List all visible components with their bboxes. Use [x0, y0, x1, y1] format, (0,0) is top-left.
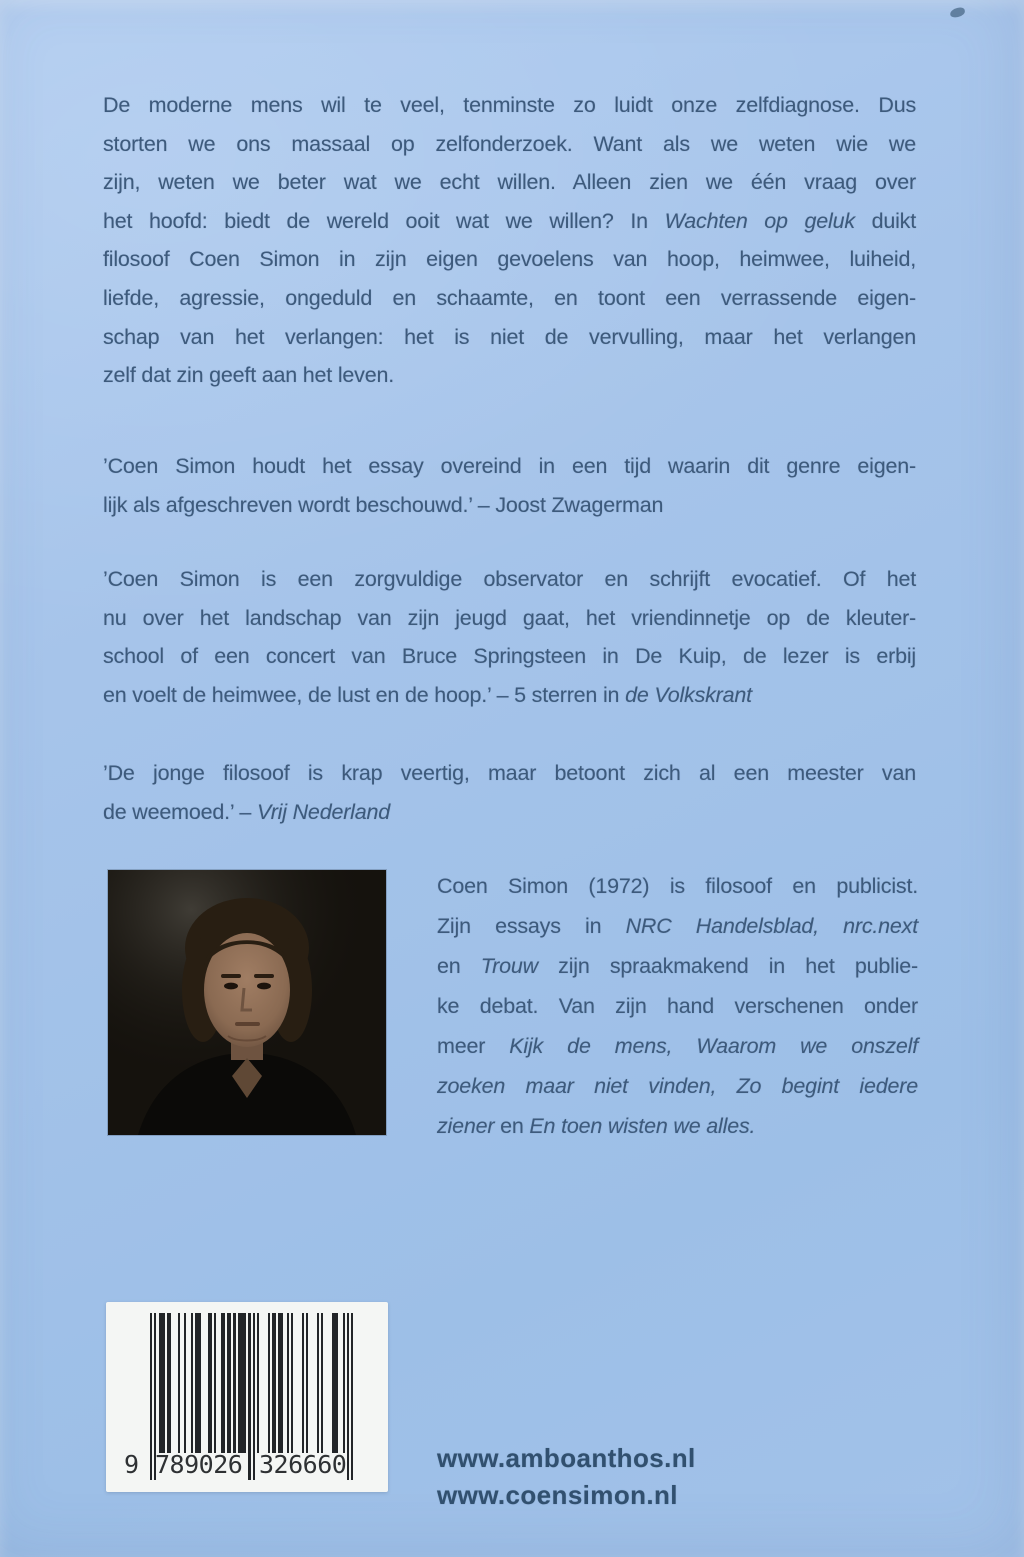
quote-volkskrant: ’Coen Simon is een zorgvuldige observator en schrijft evocatief. Of het nu over het landschap van zijn jeugd gaat, het vriendinnetje op de kleuter- school of een concert van Bruce Springsteen in De Kuip, de lezer is erbij en voelt de heimwee, de lust en de hoop.’ – 5 sterren in de Volkskrant — [103, 567, 916, 707]
blurb-paragraph: De moderne mens wil te veel, tenminste zo luidt onze zelfdiagnose. Dus storten we ons massaal op zelfonderzoek. Want als we weten wie we zijn, weten we beter wat we echt willen. Alleen zien we één vraag over het hoofd: biedt de wereld ooit wat we willen? In Wachten op geluk duikt filosoof Coen Simon in zijn eigen gevoelens van hoop, heimwee, luiheid, liefde, agressie, ongeduld en schaamte, en toont een verrassende eigen- schap van het verlangen: het is niet de vervulling, maar het verlangen zelf dat zin geeft aan het leven. — [103, 93, 916, 388]
quote-zwagerman: ’Coen Simon houdt het essay overeind in een tijd waarin dit genre eigen- lijk als afgeschreven wordt beschouwd.’ – Joost Zwagerman — [103, 454, 916, 517]
barcode-digit-group-1: 9 — [124, 1450, 139, 1479]
portrait-illustration — [108, 870, 386, 1135]
author-url: www.coensimon.nl — [437, 1480, 678, 1510]
publisher-url: www.amboanthos.nl — [437, 1443, 696, 1473]
website-links — [437, 1440, 696, 1514]
quote-vrij-nederland: ’De jonge filosoof is krap veertig, maar betoont zich al een meester van de weemoed.’ – Vrij Nederland — [103, 761, 916, 824]
barcode-digit-group-2: 789026 — [155, 1450, 243, 1479]
author-photo — [108, 870, 386, 1135]
author-bio: Coen Simon (1972) is filosoof en publicist. Zijn essays in NRC Handelsblad, nrc.next en Trouw zijn spraakmakend in het publie- ke debat. Van zijn hand verschenen onder meer Kijk de mens, Waarom we onszelf zoeken maar niet vinden, Zo begint iedere ziener en En toen wisten we alles. — [437, 874, 918, 1138]
barcode-digit-group-3: 326660 — [259, 1450, 347, 1479]
dust-speck — [949, 7, 966, 19]
barcode — [106, 1302, 388, 1492]
